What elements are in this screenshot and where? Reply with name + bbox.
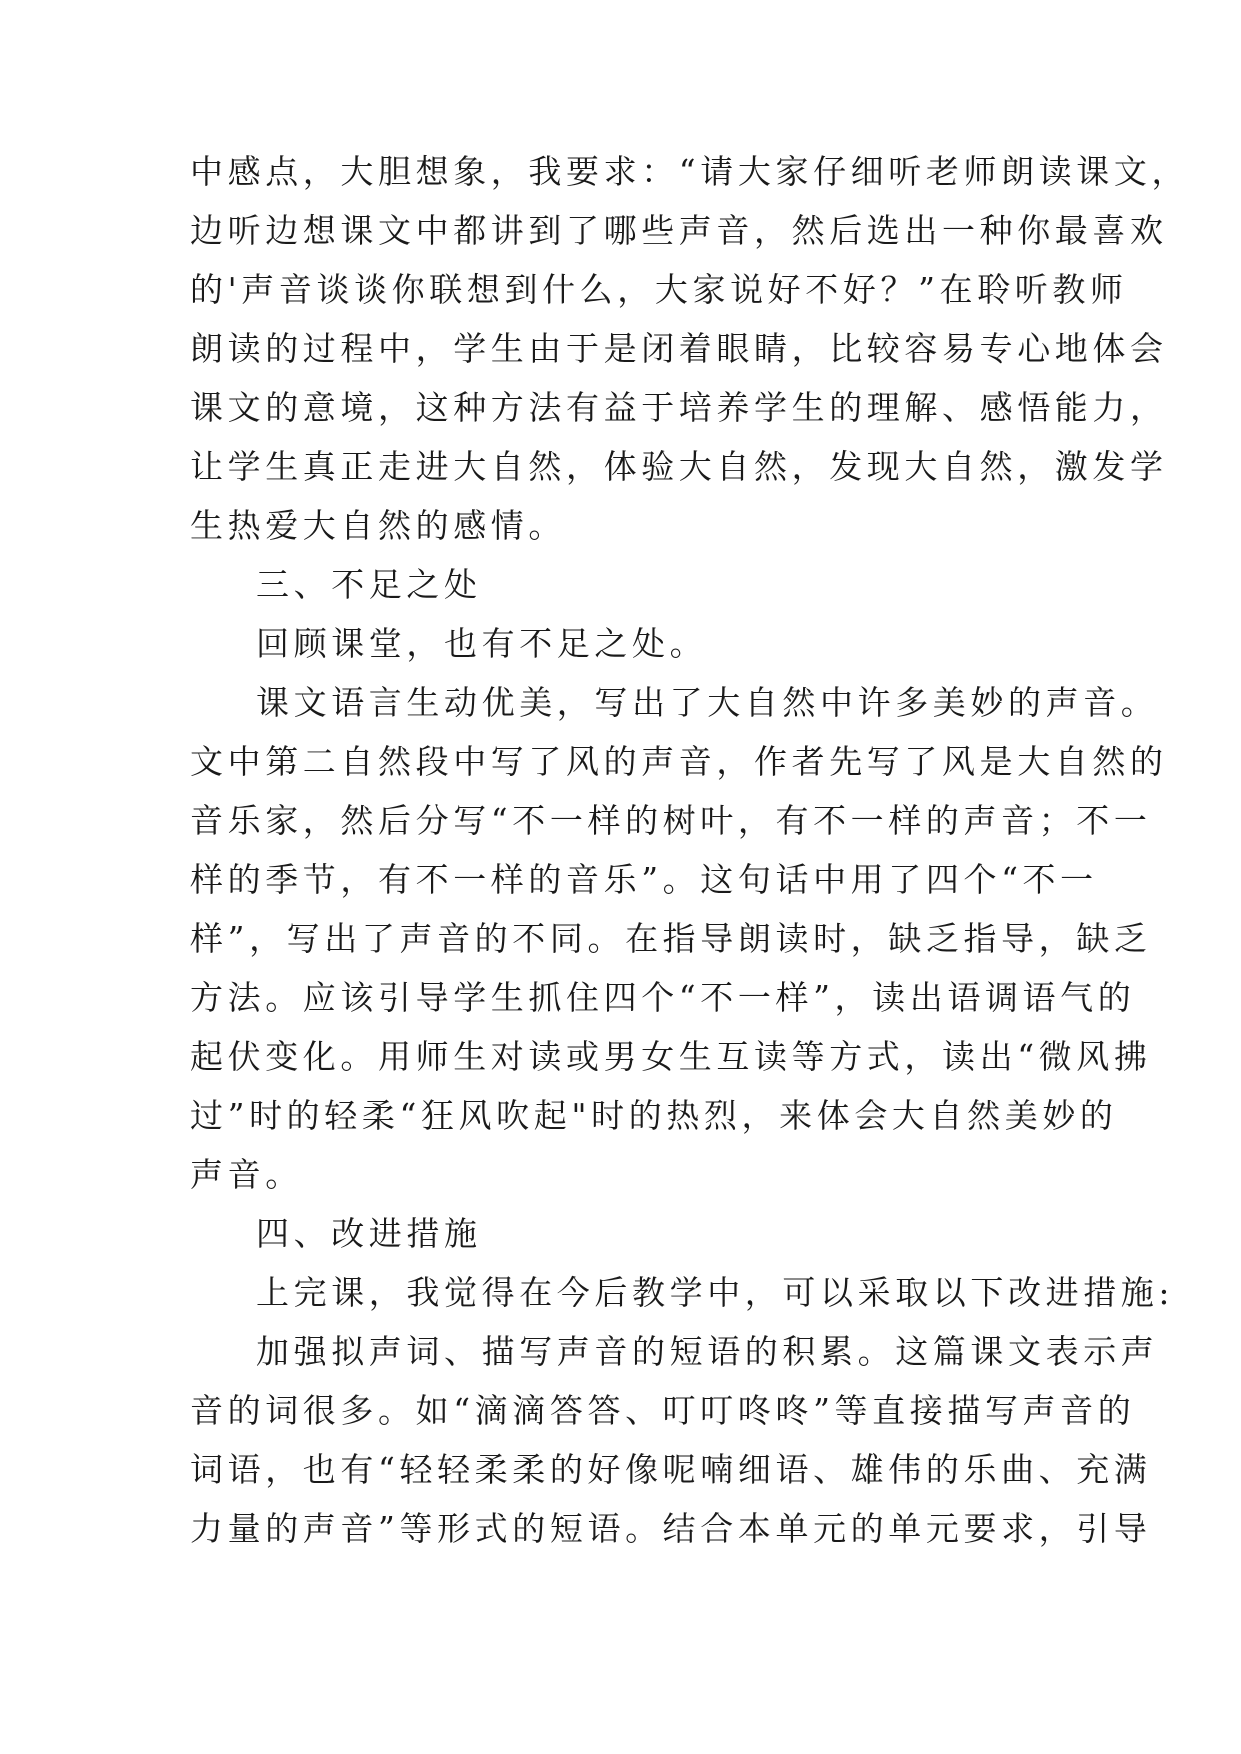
section-heading: 四、改进措施: [256, 1214, 482, 1253]
paragraph-line: 力量的声音”等形式的短语。结合本单元的单元要求，引导: [190, 1509, 1152, 1548]
paragraph-line: 声音。: [190, 1155, 303, 1194]
paragraph-line: 样”，写出了声音的不同。在指导朗读时，缺乏指导，缺乏: [190, 919, 1152, 958]
paragraph-line: 样的季节，有不一样的音乐”。这句话中用了四个“不一: [190, 860, 1098, 899]
paragraph-line: 课文的意境，这种方法有益于培养学生的理解、感悟能力，: [190, 388, 1168, 427]
paragraph-line: 边听边想课文中都讲到了哪些声音，然后选出一种你最喜欢: [190, 211, 1168, 250]
paragraph-line: 音乐家，然后分写“不一样的树叶，有不一样的声音；不一: [190, 801, 1152, 840]
paragraph-line: 起伏变化。用师生对读或男女生互读等方式，读出“微风拂: [190, 1037, 1152, 1076]
paragraph-line: 过”时的轻柔“狂风吹起"时的热烈，来体会大自然美妙的: [190, 1096, 1118, 1135]
paragraph-line: 的'声音谈谈你联想到什么，大家说好不好？”在聆听教师: [190, 270, 1128, 309]
paragraph-line: 回顾课堂，也有不足之处。: [256, 624, 708, 663]
paragraph-line: 课文语言生动优美，写出了大自然中许多美妙的声音。: [256, 683, 1159, 722]
paragraph-line: 上完课，我觉得在今后教学中，可以采取以下改进措施:: [256, 1273, 1175, 1312]
paragraph-line: 中感点，大胆想象，我要求：“请大家仔细听老师朗读课文，: [190, 152, 1190, 191]
section-heading: 三、不足之处: [256, 565, 482, 604]
paragraph-line: 音的词很多。如“滴滴答答、叮叮咚咚”等直接描写声音的: [190, 1391, 1136, 1430]
paragraph-line: 文中第二自然段中写了风的声音，作者先写了风是大自然的: [190, 742, 1168, 781]
paragraph-line: 生热爱大自然的感情。: [190, 506, 566, 545]
paragraph-line: 词语，也有“轻轻柔柔的好像呢喃细语、雄伟的乐曲、充满: [190, 1450, 1152, 1489]
paragraph-line: 加强拟声词、描写声音的短语的积累。这篇课文表示声: [256, 1332, 1159, 1371]
paragraph-line: 方法。应该引导学生抓住四个“不一样”，读出语调语气的: [190, 978, 1136, 1017]
paragraph-line: 朗读的过程中，学生由于是闭着眼睛，比较容易专心地体会: [190, 329, 1168, 368]
paragraph-line: 让学生真正走进大自然，体验大自然，发现大自然，激发学: [190, 447, 1168, 486]
